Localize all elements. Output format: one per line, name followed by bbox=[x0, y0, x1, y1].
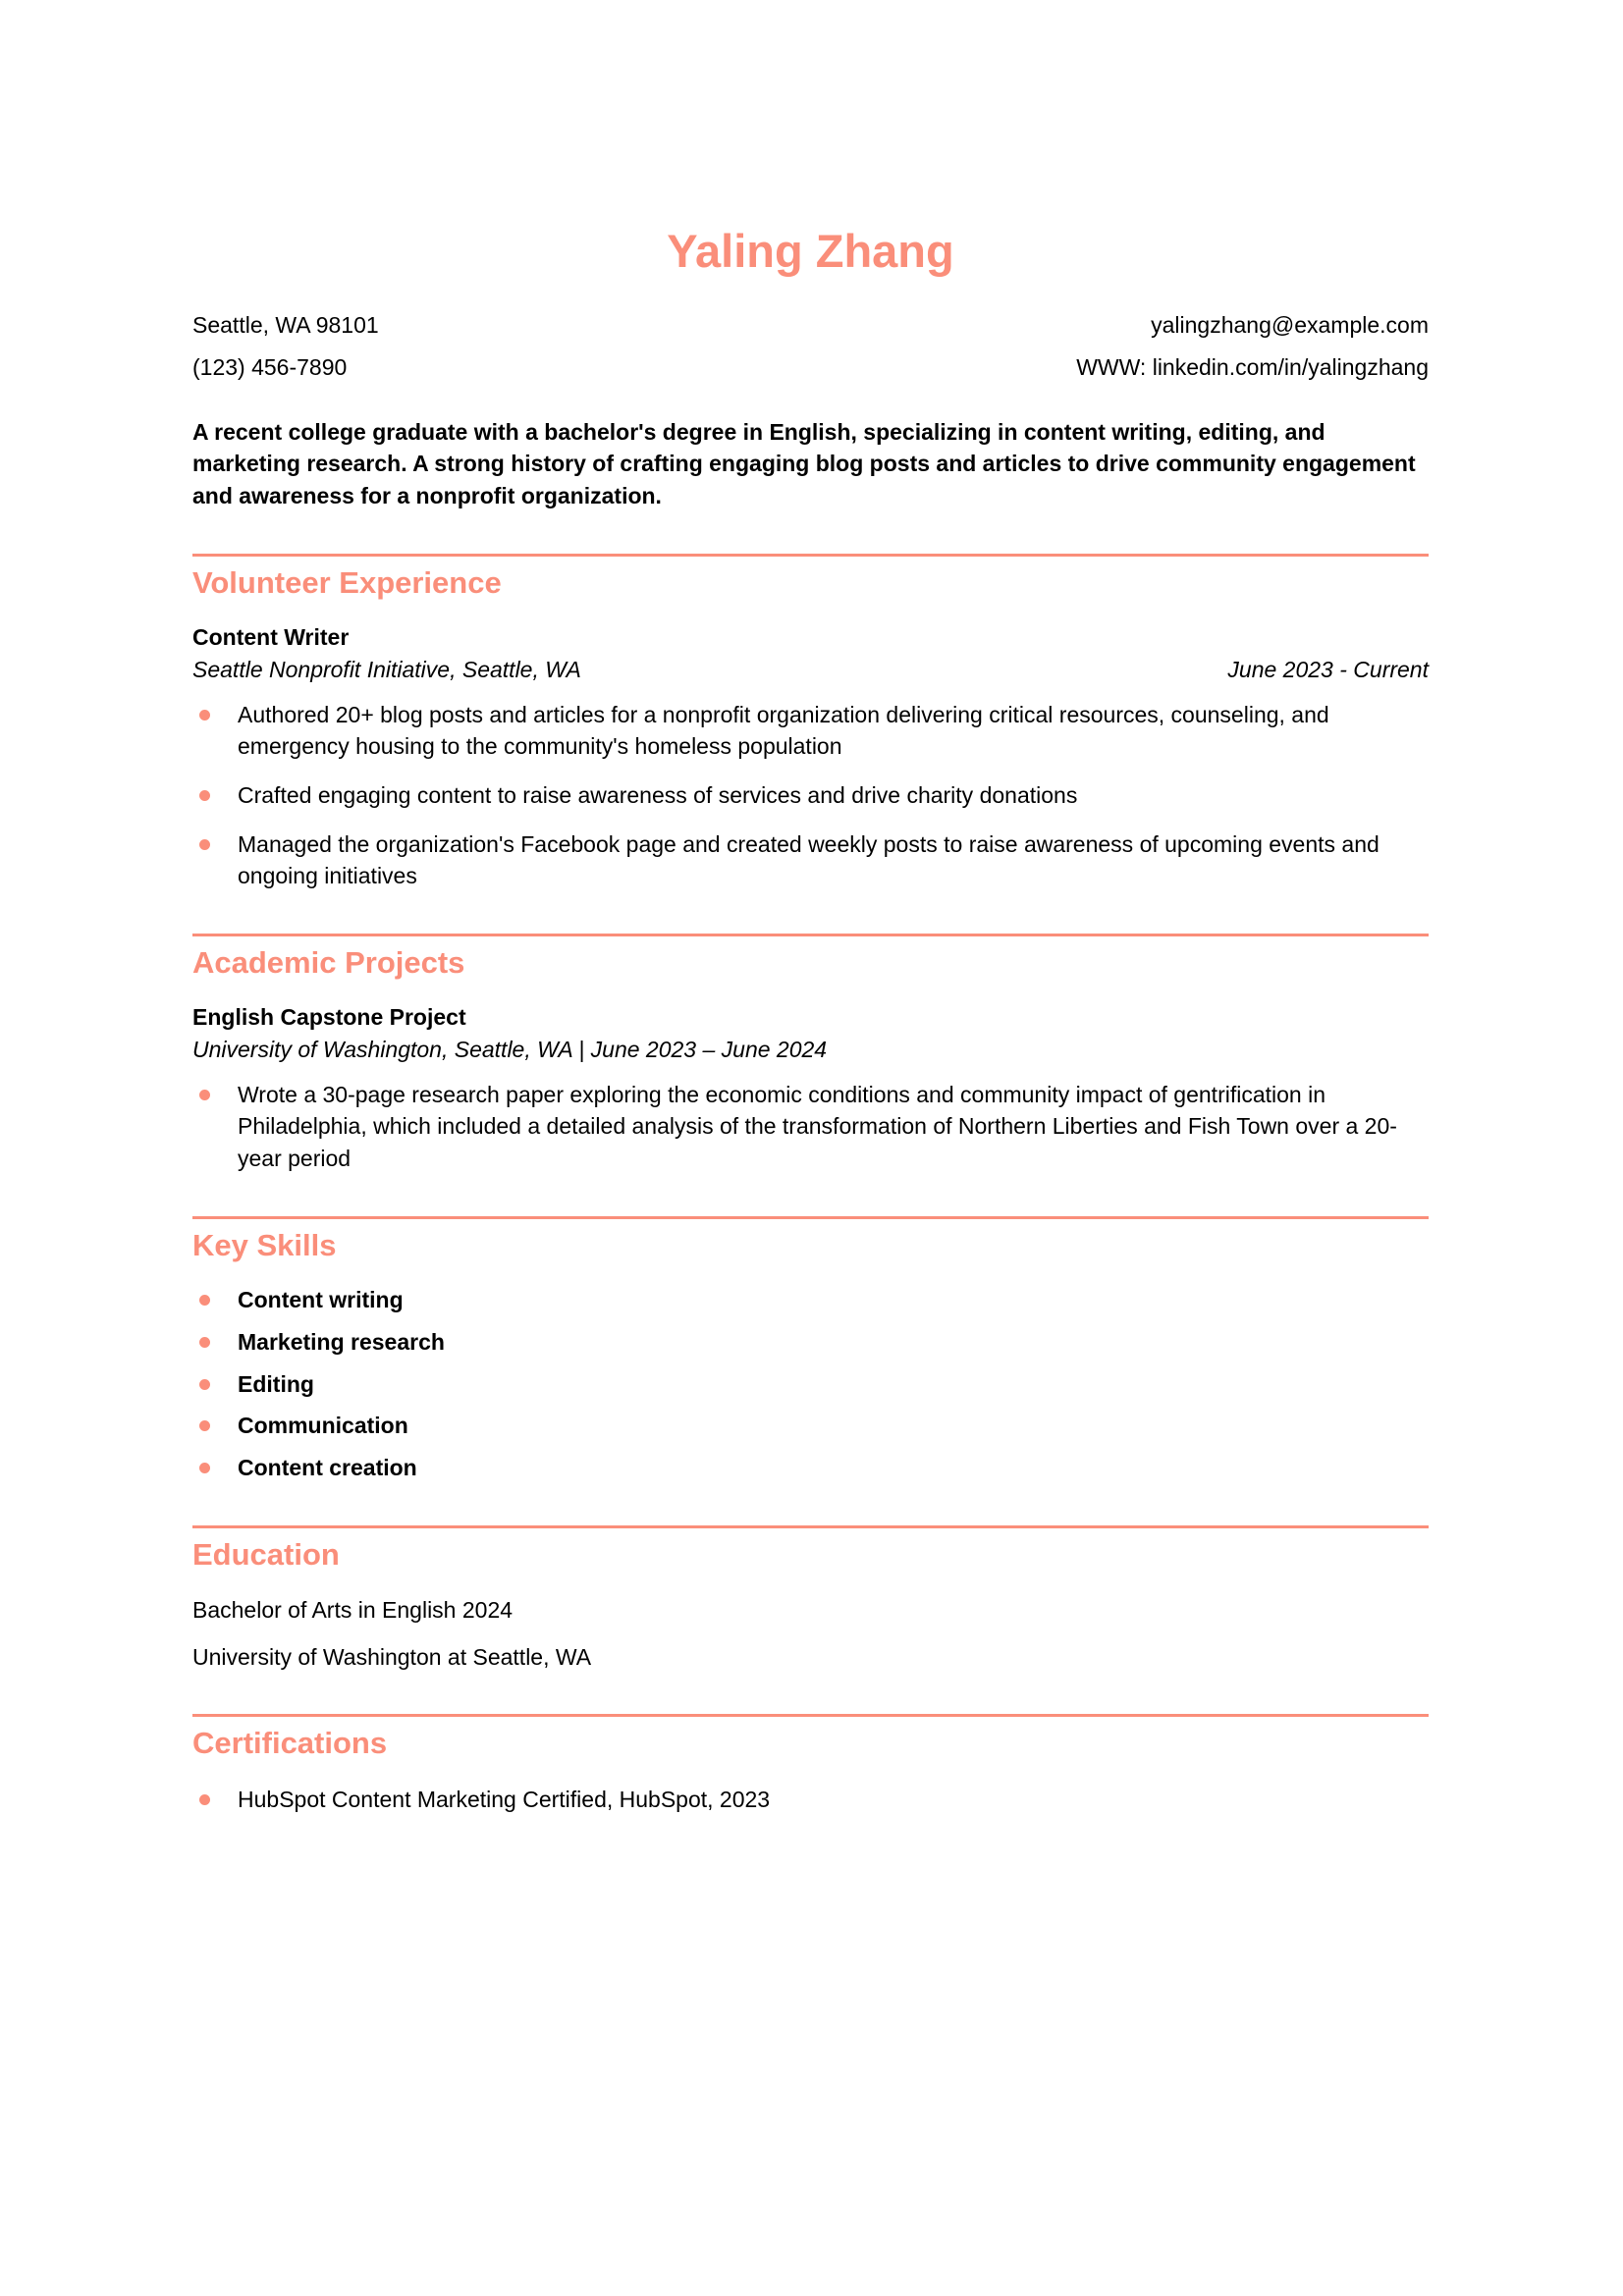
professional-summary: A recent college graduate with a bachelor's degree in English, specializing in content writing, editing, and marketing research. A strong history of crafting engaging blog posts and articles to drive community engagement and awareness for a nonprofit organization. bbox=[192, 418, 1416, 509]
section-divider bbox=[192, 934, 1429, 936]
skills-list bbox=[192, 1284, 1429, 1483]
list-item: Editing bbox=[192, 1368, 1429, 1401]
list-item: Crafted engaging content to raise awareness of services and drive charity donations bbox=[192, 779, 1429, 812]
section-title-volunteer-experience: Volunteer Experience bbox=[192, 564, 502, 600]
section-academic-projects bbox=[192, 934, 1429, 1175]
section-title-key-skills: Key Skills bbox=[192, 1227, 337, 1262]
project-name: English Capstone Project bbox=[192, 1003, 466, 1030]
section-divider bbox=[192, 1714, 1429, 1717]
education-degree: Bachelor of Arts in English 2024 bbox=[192, 1597, 514, 1624]
list-item: Managed the organization's Facebook page and created weekly posts to raise awareness of upcoming events and ongoing initiatives bbox=[192, 828, 1429, 892]
section-divider bbox=[192, 1216, 1429, 1219]
section-divider bbox=[192, 1525, 1429, 1528]
contact-phone[interactable]: (123) 456-7890 bbox=[192, 353, 348, 380]
section-education bbox=[192, 1525, 1429, 1673]
experience-dates: June 2023 - Current bbox=[1227, 656, 1429, 682]
section-certifications bbox=[192, 1714, 1429, 1816]
contact-website[interactable]: WWW: linkedin.com/in/yalingzhang bbox=[1076, 353, 1429, 380]
experience-meta bbox=[192, 655, 1429, 685]
project-bullet-list bbox=[192, 1079, 1429, 1175]
contact-address: Seattle, WA 98101 bbox=[192, 311, 379, 338]
contact-row-2 bbox=[192, 352, 1429, 383]
list-item: Content creation bbox=[192, 1452, 1429, 1484]
experience-organization: Seattle Nonprofit Initiative, Seattle, WA bbox=[192, 656, 581, 682]
contact-email[interactable]: yalingzhang@example.com bbox=[1151, 311, 1429, 338]
project-institution-and-dates: University of Washington, Seattle, WA | June 2023 – June 2024 bbox=[192, 1036, 828, 1062]
project-meta-row bbox=[192, 1035, 1429, 1065]
section-key-skills bbox=[192, 1216, 1429, 1484]
certifications-list bbox=[192, 1784, 1429, 1816]
list-item: Wrote a 30-page research paper exploring the economic conditions and community impact of gentrification in Philadelphia, which included a detailed analysis of the transformation of Northern Liberties and Fish Town over a 20-year period bbox=[192, 1079, 1429, 1175]
project-entry bbox=[192, 1002, 1429, 1065]
education-school: University of Washington at Seattle, WA bbox=[192, 1643, 592, 1670]
section-title-certifications: Certifications bbox=[192, 1725, 388, 1760]
list-item: HubSpot Content Marketing Certified, HubSpot, 2023 bbox=[192, 1784, 1429, 1816]
section-volunteer-experience bbox=[192, 554, 1429, 892]
experience-role: Content Writer bbox=[192, 623, 350, 650]
list-item: Communication bbox=[192, 1410, 1429, 1442]
list-item: Marketing research bbox=[192, 1326, 1429, 1359]
experience-entry bbox=[192, 622, 1429, 685]
section-title-education: Education bbox=[192, 1536, 340, 1572]
experience-bullet-list bbox=[192, 699, 1429, 892]
contact-row-1 bbox=[192, 310, 1429, 341]
candidate-name: Yaling Zhang bbox=[667, 225, 954, 277]
list-item: Authored 20+ blog posts and articles for a nonprofit organization delivering critical resources, counseling, and emergency housing to the community's homeless population bbox=[192, 699, 1429, 763]
section-divider bbox=[192, 554, 1429, 557]
list-item: Content writing bbox=[192, 1284, 1429, 1316]
section-title-academic-projects: Academic Projects bbox=[192, 944, 465, 980]
